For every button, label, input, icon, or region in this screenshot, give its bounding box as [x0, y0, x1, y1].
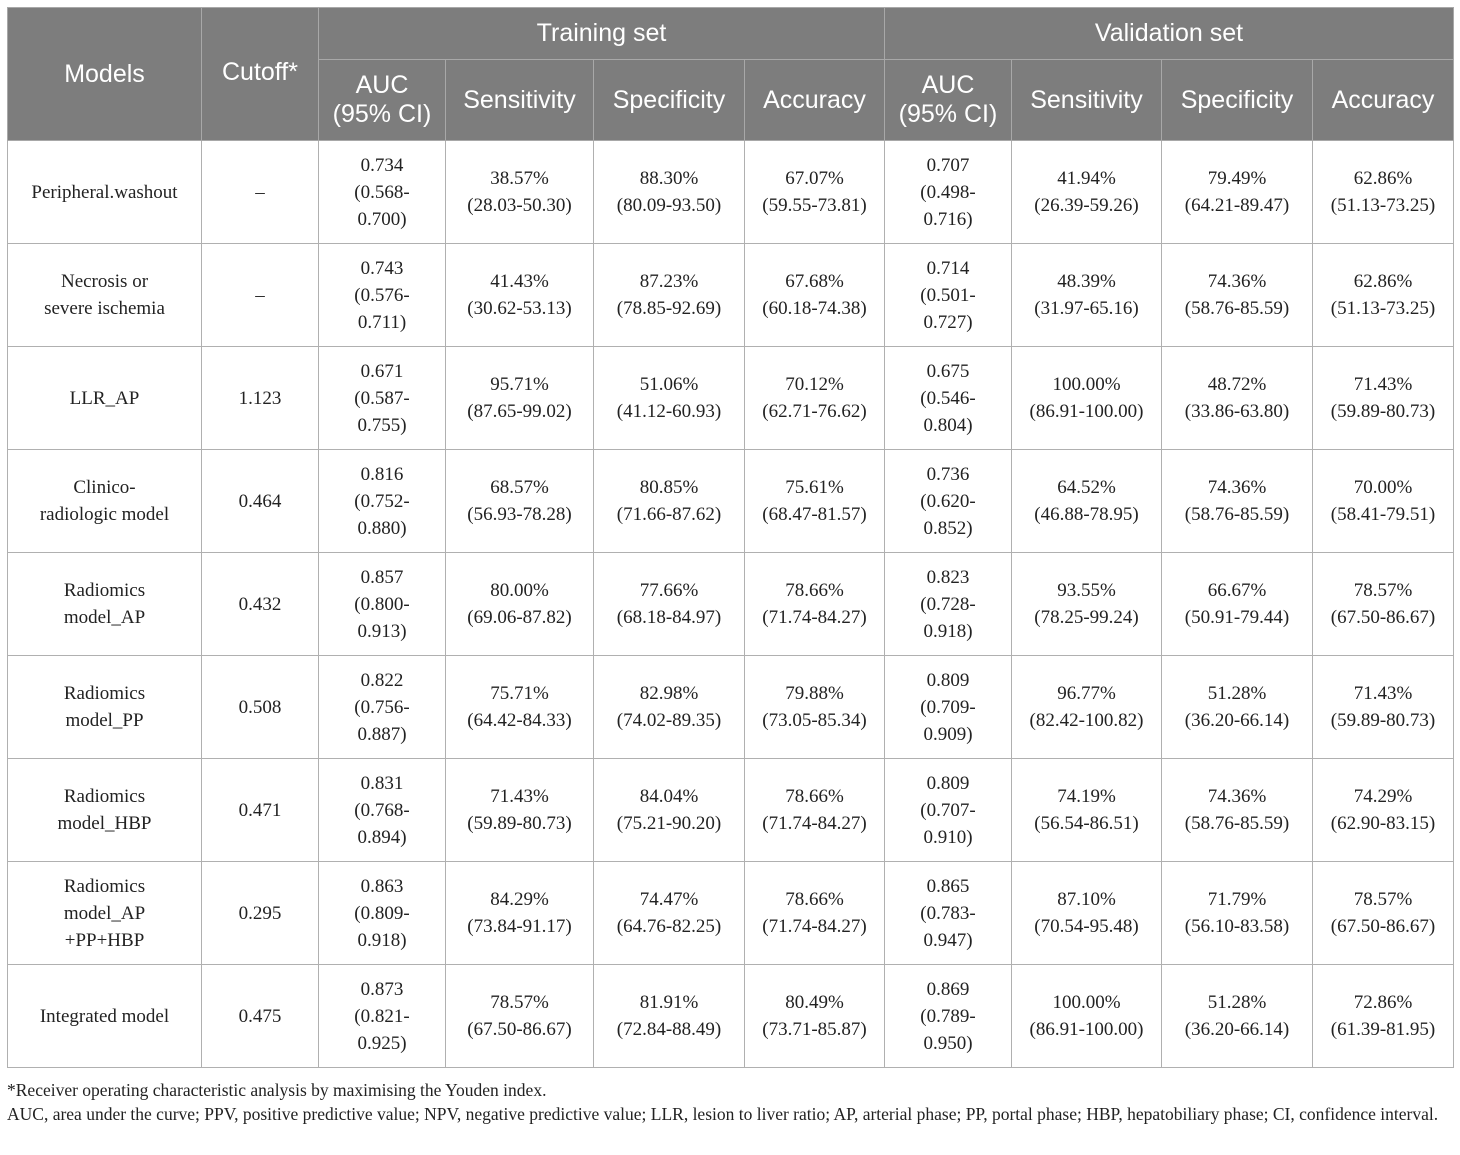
- train-auc-cell-line: (0.800-: [354, 593, 410, 615]
- train-auc-cell: [319, 553, 446, 656]
- train-auc-cell: [319, 141, 446, 244]
- train-spec-cell: [594, 862, 745, 965]
- valid-sens-cell-line: 100.00%: [1052, 374, 1121, 395]
- train-auc-cell: [319, 759, 446, 862]
- train-acc-cell: [745, 244, 885, 347]
- train-sens-cell-line: 41.43%: [490, 271, 549, 292]
- cutoff-value: –: [202, 141, 319, 244]
- train-sens-cell-line: (30.62-53.13): [467, 298, 572, 319]
- train-acc-cell: [745, 862, 885, 965]
- train-sens-cell-line: (73.84-91.17): [467, 916, 572, 937]
- valid-sens-cell: [1012, 656, 1162, 759]
- valid-spec-cell-line: 48.72%: [1207, 374, 1267, 395]
- valid-auc-cell: [885, 965, 1012, 1068]
- cutoff-value: 0.508: [202, 656, 319, 759]
- valid-sens-cell: [1012, 347, 1162, 450]
- model-name-line: Necrosis or: [60, 271, 149, 292]
- train-sens-cell-line: 68.57%: [490, 477, 549, 498]
- train-spec-cell-line: 77.66%: [639, 580, 699, 601]
- valid-sens-cell-line: 48.39%: [1057, 271, 1116, 292]
- train-auc-cell-line: (0.768-: [354, 799, 410, 821]
- train-auc-cell-line: (0.756-: [354, 696, 410, 718]
- valid-acc-cell-line: 71.43%: [1353, 683, 1413, 704]
- valid-spec-cell-line: (58.76-85.59): [1184, 504, 1290, 525]
- valid-auc-cell-line: 0.707: [926, 154, 970, 176]
- valid-sens-cell-line: (46.88-78.95): [1034, 504, 1139, 525]
- train-sens-cell-line: 38.57%: [490, 168, 549, 189]
- train-auc-cell-line: 0.873: [360, 978, 404, 1000]
- valid-auc-cell: [885, 141, 1012, 244]
- header-train-accuracy: Accuracy: [745, 60, 885, 141]
- train-spec-cell-line: (64.76-82.25): [616, 916, 722, 937]
- model-name-line: model_AP: [63, 607, 146, 628]
- valid-spec-cell-line: 51.28%: [1207, 683, 1267, 704]
- valid-sens-cell: [1012, 553, 1162, 656]
- valid-spec-cell: [1162, 553, 1313, 656]
- train-acc-cell-line: 80.49%: [785, 992, 844, 1013]
- train-auc-cell-line: 0.887): [357, 723, 407, 745]
- train-acc-cell: [745, 450, 885, 553]
- valid-acc-cell-line: (67.50-86.67): [1330, 916, 1436, 937]
- train-auc-cell: [319, 450, 446, 553]
- train-auc-cell: [319, 965, 446, 1068]
- table-row: [8, 862, 1454, 965]
- train-spec-cell-line: (75.21-90.20): [616, 813, 722, 834]
- valid-acc-cell-line: (59.89-80.73): [1330, 401, 1436, 422]
- train-acc-cell: [745, 141, 885, 244]
- valid-spec-cell-line: 71.79%: [1207, 889, 1267, 910]
- train-sens-cell: [446, 347, 594, 450]
- train-auc-cell-line: 0.857: [360, 566, 404, 588]
- valid-sens-cell: [1012, 965, 1162, 1068]
- train-acc-cell-line: 67.07%: [785, 168, 844, 189]
- model-name: [8, 862, 202, 965]
- valid-spec-cell: [1162, 450, 1313, 553]
- model-name-line: model_HBP: [57, 813, 152, 834]
- cutoff-value: 0.475: [202, 965, 319, 1068]
- footnote-abbreviations: AUC, area under the curve; PPV, positive predictive value; NPV, negative predictive value; LLR, lesion to liver ratio; AP, arterial phase; PP, portal phase; HBP, hepatobiliary phase; CI, confidence interval.: [7, 1104, 1439, 1124]
- valid-sens-cell-line: (26.39-59.26): [1034, 195, 1139, 216]
- train-sens-cell: [446, 553, 594, 656]
- valid-spec-cell-line: 79.49%: [1207, 168, 1267, 189]
- train-acc-cell-line: (73.71-85.87): [762, 1019, 867, 1040]
- header-valid-specificity: Specificity: [1162, 60, 1313, 141]
- valid-auc-cell-line: 0.727): [923, 311, 973, 333]
- valid-sens-cell-line: (86.91-100.00): [1029, 401, 1144, 422]
- train-acc-cell-line: 70.12%: [785, 374, 844, 395]
- valid-spec-cell-line: 74.36%: [1207, 786, 1267, 807]
- train-sens-cell-line: 84.29%: [490, 889, 549, 910]
- valid-auc-cell-line: 0.804): [923, 414, 973, 436]
- train-auc-cell-line: (0.809-: [354, 902, 410, 924]
- valid-acc-cell: [1313, 759, 1454, 862]
- train-sens-cell-line: 80.00%: [490, 580, 549, 601]
- train-spec-cell-line: (72.84-88.49): [616, 1019, 722, 1040]
- valid-spec-cell-line: (58.76-85.59): [1184, 813, 1290, 834]
- model-name-line: +PP+HBP: [64, 929, 145, 951]
- table-row: [8, 450, 1454, 553]
- valid-acc-cell: [1313, 141, 1454, 244]
- valid-auc-cell: [885, 862, 1012, 965]
- results-table: [7, 7, 1454, 1068]
- model-name-line: LLR_AP: [69, 387, 140, 409]
- valid-sens-cell-line: (70.54-95.48): [1034, 916, 1139, 937]
- valid-spec-cell-line: (58.76-85.59): [1184, 298, 1290, 319]
- train-spec-cell: [594, 656, 745, 759]
- train-spec-cell: [594, 965, 745, 1068]
- valid-acc-cell-line: 74.29%: [1353, 786, 1413, 807]
- valid-sens-cell-line: 87.10%: [1057, 889, 1116, 910]
- valid-spec-cell: [1162, 347, 1313, 450]
- model-name: [8, 759, 202, 862]
- valid-spec-cell: [1162, 656, 1313, 759]
- train-auc-cell-line: (0.568-: [354, 181, 410, 203]
- model-name: [8, 141, 202, 244]
- header-valid-auc: AUC (95% CI): [885, 60, 1012, 141]
- train-auc-cell-line: 0.743: [360, 257, 404, 279]
- train-sens-cell-line: (69.06-87.82): [467, 607, 572, 628]
- model-name: [8, 347, 202, 450]
- train-spec-cell-line: 84.04%: [639, 786, 699, 807]
- train-sens-cell-line: 95.71%: [490, 374, 549, 395]
- header-validation-set: Validation set: [885, 8, 1454, 60]
- valid-auc-cell: [885, 759, 1012, 862]
- train-sens-cell: [446, 141, 594, 244]
- train-sens-cell: [446, 450, 594, 553]
- valid-acc-cell: [1313, 862, 1454, 965]
- table-row: [8, 141, 1454, 244]
- model-name-line: radiologic model: [39, 504, 170, 525]
- valid-auc-cell-line: 0.869: [926, 978, 970, 1000]
- valid-acc-cell: [1313, 244, 1454, 347]
- train-spec-cell: [594, 553, 745, 656]
- valid-spec-cell: [1162, 244, 1313, 347]
- train-acc-cell-line: 78.66%: [785, 580, 844, 601]
- train-spec-cell: [594, 450, 745, 553]
- train-spec-cell-line: 87.23%: [639, 271, 699, 292]
- valid-acc-cell: [1313, 965, 1454, 1068]
- valid-auc-cell-line: 0.736: [926, 463, 970, 485]
- header-cutoff: Cutoff*: [202, 8, 319, 141]
- header-valid-accuracy: Accuracy: [1313, 60, 1454, 141]
- train-acc-cell-line: 78.66%: [785, 889, 844, 910]
- valid-auc-cell: [885, 450, 1012, 553]
- valid-sens-cell-line: 41.94%: [1057, 168, 1116, 189]
- valid-sens-cell: [1012, 141, 1162, 244]
- model-name-line: Peripheral.washout: [31, 181, 178, 203]
- valid-auc-cell-line: 0.675: [926, 360, 970, 382]
- valid-spec-cell-line: 74.36%: [1207, 271, 1267, 292]
- header-train-auc: AUC (95% CI): [319, 60, 446, 141]
- valid-sens-cell-line: 74.19%: [1057, 786, 1116, 807]
- valid-spec-cell: [1162, 862, 1313, 965]
- valid-spec-cell-line: 66.67%: [1207, 580, 1267, 601]
- train-sens-cell: [446, 656, 594, 759]
- header-models: Models: [8, 8, 202, 141]
- train-auc-cell-line: 0.894): [357, 826, 407, 848]
- train-spec-cell: [594, 244, 745, 347]
- train-auc-cell-line: (0.821-: [354, 1005, 410, 1027]
- valid-auc-cell-line: 0.918): [923, 620, 973, 642]
- valid-auc-cell-line: (0.728-: [920, 593, 976, 615]
- train-spec-cell-line: 88.30%: [639, 168, 699, 189]
- train-sens-cell-line: 71.43%: [490, 786, 549, 807]
- valid-auc-cell-line: (0.498-: [920, 181, 976, 203]
- valid-acc-cell-line: 70.00%: [1353, 477, 1413, 498]
- footnote-youden: *Receiver operating characteristic analysis by maximising the Youden index.: [7, 1080, 547, 1100]
- table-row: [8, 347, 1454, 450]
- train-spec-cell-line: (78.85-92.69): [616, 298, 722, 319]
- valid-auc-cell-line: (0.707-: [920, 799, 976, 821]
- train-spec-cell-line: (71.66-87.62): [616, 504, 722, 525]
- valid-spec-cell-line: (36.20-66.14): [1184, 1019, 1290, 1040]
- train-spec-cell-line: (68.18-84.97): [616, 607, 722, 628]
- table-row: [8, 759, 1454, 862]
- train-auc-cell-line: 0.755): [357, 414, 407, 436]
- model-name-line: model_AP: [63, 902, 146, 924]
- train-spec-cell-line: 80.85%: [639, 477, 699, 498]
- table-body: [8, 141, 1454, 1068]
- train-sens-cell-line: (56.93-78.28): [467, 504, 572, 525]
- valid-acc-cell-line: 78.57%: [1353, 889, 1413, 910]
- valid-auc-cell-line: (0.620-: [920, 490, 976, 512]
- train-acc-cell-line: (71.74-84.27): [762, 813, 867, 834]
- train-sens-cell: [446, 759, 594, 862]
- valid-acc-cell: [1313, 553, 1454, 656]
- valid-spec-cell-line: (36.20-66.14): [1184, 710, 1290, 731]
- valid-auc-cell-line: 0.809: [926, 772, 970, 794]
- train-auc-cell: [319, 244, 446, 347]
- table-row: [8, 553, 1454, 656]
- valid-auc-cell-line: 0.823: [926, 566, 970, 588]
- model-name-line: Integrated model: [39, 1005, 170, 1027]
- train-auc-cell-line: 0.913): [357, 620, 407, 642]
- model-name-line: severe ischemia: [44, 298, 165, 319]
- valid-acc-cell-line: (61.39-81.95): [1330, 1019, 1436, 1040]
- valid-spec-cell: [1162, 759, 1313, 862]
- valid-auc-cell-line: (0.546-: [920, 387, 976, 409]
- valid-auc-cell: [885, 656, 1012, 759]
- valid-sens-cell: [1012, 862, 1162, 965]
- cutoff-value: 0.432: [202, 553, 319, 656]
- train-auc-cell-line: 0.863: [360, 875, 404, 897]
- valid-sens-cell-line: 96.77%: [1057, 683, 1116, 704]
- valid-sens-cell-line: 93.55%: [1057, 580, 1116, 601]
- train-auc-cell-line: 0.711): [357, 311, 407, 333]
- model-name-line: Radiomics: [63, 580, 146, 601]
- header-training-set: Training set: [319, 8, 885, 60]
- valid-auc-cell-line: 0.716): [923, 208, 973, 230]
- valid-sens-cell: [1012, 244, 1162, 347]
- train-acc-cell-line: (73.05-85.34): [762, 710, 867, 731]
- model-name: [8, 965, 202, 1068]
- valid-acc-cell-line: (51.13-73.25): [1330, 195, 1436, 216]
- valid-auc-cell-line: 0.909): [923, 723, 973, 745]
- train-sens-cell-line: (87.65-99.02): [467, 401, 572, 422]
- train-auc-cell: [319, 347, 446, 450]
- valid-spec-cell-line: (33.86-63.80): [1184, 401, 1290, 422]
- valid-spec-cell-line: (56.10-83.58): [1184, 916, 1290, 937]
- train-spec-cell-line: 51.06%: [639, 374, 699, 395]
- train-spec-cell-line: 74.47%: [639, 889, 699, 910]
- valid-spec-cell-line: 51.28%: [1207, 992, 1267, 1013]
- valid-acc-cell: [1313, 347, 1454, 450]
- train-sens-cell: [446, 965, 594, 1068]
- valid-auc-cell-line: 0.865: [926, 875, 970, 897]
- valid-acc-cell-line: 72.86%: [1353, 992, 1413, 1013]
- train-sens-cell-line: 78.57%: [490, 992, 549, 1013]
- train-acc-cell: [745, 759, 885, 862]
- table-row: [8, 244, 1454, 347]
- model-name: [8, 656, 202, 759]
- valid-auc-cell: [885, 244, 1012, 347]
- valid-sens-cell-line: (31.97-65.16): [1034, 298, 1139, 319]
- valid-auc-cell-line: 0.947): [923, 929, 973, 951]
- train-acc-cell-line: 79.88%: [785, 683, 844, 704]
- train-auc-cell-line: 0.880): [357, 517, 407, 539]
- valid-acc-cell-line: (51.13-73.25): [1330, 298, 1436, 319]
- cutoff-value: –: [202, 244, 319, 347]
- train-spec-cell-line: 82.98%: [639, 683, 699, 704]
- train-spec-cell: [594, 347, 745, 450]
- valid-acc-cell-line: (67.50-86.67): [1330, 607, 1436, 628]
- cutoff-value: 1.123: [202, 347, 319, 450]
- cutoff-value: 0.471: [202, 759, 319, 862]
- train-auc-cell-line: (0.587-: [354, 387, 410, 409]
- valid-spec-cell: [1162, 141, 1313, 244]
- train-spec-cell-line: (41.12-60.93): [616, 401, 722, 422]
- train-acc-cell: [745, 965, 885, 1068]
- train-auc-cell-line: 0.822: [360, 669, 404, 691]
- train-auc-cell-line: 0.831: [360, 772, 404, 794]
- train-acc-cell-line: (62.71-76.62): [762, 401, 867, 422]
- train-spec-cell-line: 81.91%: [639, 992, 699, 1013]
- header-train-sensitivity: Sensitivity: [446, 60, 594, 141]
- valid-acc-cell-line: (59.89-80.73): [1330, 710, 1436, 731]
- valid-sens-cell-line: (82.42-100.82): [1029, 710, 1144, 731]
- footnotes: [7, 1078, 1455, 1126]
- valid-acc-cell: [1313, 450, 1454, 553]
- valid-auc-cell-line: (0.783-: [920, 902, 976, 924]
- cutoff-value: 0.464: [202, 450, 319, 553]
- train-spec-cell: [594, 759, 745, 862]
- train-acc-cell-line: 75.61%: [785, 477, 844, 498]
- model-name: [8, 450, 202, 553]
- valid-auc-cell-line: 0.950): [923, 1032, 973, 1054]
- train-acc-cell-line: (71.74-84.27): [762, 607, 867, 628]
- valid-auc-cell: [885, 553, 1012, 656]
- train-spec-cell-line: (74.02-89.35): [616, 710, 722, 731]
- valid-acc-cell-line: 78.57%: [1353, 580, 1413, 601]
- train-sens-cell: [446, 244, 594, 347]
- model-name-line: Clinico-: [73, 477, 136, 498]
- train-spec-cell-line: (80.09-93.50): [616, 195, 722, 216]
- train-acc-cell-line: (68.47-81.57): [762, 504, 867, 525]
- valid-auc-cell-line: 0.852): [923, 517, 973, 539]
- train-auc-cell-line: 0.734: [360, 154, 404, 176]
- train-auc-cell: [319, 656, 446, 759]
- valid-auc-cell: [885, 347, 1012, 450]
- train-acc-cell-line: (71.74-84.27): [762, 916, 867, 937]
- valid-acc-cell: [1313, 656, 1454, 759]
- valid-spec-cell-line: (50.91-79.44): [1184, 607, 1290, 628]
- valid-acc-cell-line: 62.86%: [1353, 168, 1413, 189]
- train-acc-cell: [745, 656, 885, 759]
- valid-acc-cell-line: (58.41-79.51): [1330, 504, 1436, 525]
- train-auc-cell: [319, 862, 446, 965]
- train-acc-cell: [745, 347, 885, 450]
- valid-sens-cell-line: (78.25-99.24): [1034, 607, 1139, 628]
- train-sens-cell: [446, 862, 594, 965]
- model-name-line: Radiomics: [63, 786, 146, 807]
- valid-auc-cell-line: (0.789-: [920, 1005, 976, 1027]
- train-auc-cell-line: 0.918): [357, 929, 407, 951]
- train-auc-cell-line: 0.816: [360, 463, 404, 485]
- train-sens-cell-line: (28.03-50.30): [467, 195, 572, 216]
- train-acc-cell-line: (59.55-73.81): [762, 195, 867, 216]
- valid-auc-cell-line: (0.501-: [920, 284, 976, 306]
- table-row: [8, 656, 1454, 759]
- model-name-line: Radiomics: [63, 683, 146, 704]
- model-name-line: Radiomics: [63, 875, 146, 897]
- valid-spec-cell-line: 74.36%: [1207, 477, 1267, 498]
- train-auc-cell-line: (0.752-: [354, 490, 410, 512]
- train-auc-cell-line: 0.700): [357, 208, 407, 230]
- table-row: [8, 965, 1454, 1068]
- train-auc-cell-line: 0.925): [357, 1032, 407, 1054]
- valid-sens-cell: [1012, 450, 1162, 553]
- model-name: [8, 244, 202, 347]
- valid-auc-cell-line: 0.809: [926, 669, 970, 691]
- train-sens-cell-line: (67.50-86.67): [467, 1019, 572, 1040]
- valid-spec-cell-line: (64.21-89.47): [1184, 195, 1290, 216]
- header-valid-sensitivity: Sensitivity: [1012, 60, 1162, 141]
- valid-sens-cell-line: (56.54-86.51): [1034, 813, 1139, 834]
- valid-sens-cell-line: 100.00%: [1052, 992, 1121, 1013]
- cutoff-value: 0.295: [202, 862, 319, 965]
- valid-sens-cell-line: 64.52%: [1057, 477, 1116, 498]
- train-sens-cell-line: (59.89-80.73): [467, 813, 572, 834]
- valid-acc-cell-line: (62.90-83.15): [1330, 813, 1436, 834]
- valid-auc-cell-line: 0.714: [926, 257, 970, 279]
- valid-spec-cell: [1162, 965, 1313, 1068]
- header-train-specificity: Specificity: [594, 60, 745, 141]
- train-acc-cell-line: 78.66%: [785, 786, 844, 807]
- train-auc-cell-line: 0.671: [360, 360, 404, 382]
- train-spec-cell: [594, 141, 745, 244]
- valid-acc-cell-line: 62.86%: [1353, 271, 1413, 292]
- train-acc-cell: [745, 553, 885, 656]
- valid-sens-cell-line: (86.91-100.00): [1029, 1019, 1144, 1040]
- model-name-line: model_PP: [65, 710, 144, 731]
- train-acc-cell-line: 67.68%: [785, 271, 844, 292]
- model-name: [8, 553, 202, 656]
- valid-auc-cell-line: 0.910): [923, 826, 973, 848]
- valid-sens-cell: [1012, 759, 1162, 862]
- valid-acc-cell-line: 71.43%: [1353, 374, 1413, 395]
- train-sens-cell-line: (64.42-84.33): [467, 710, 572, 731]
- train-auc-cell-line: (0.576-: [354, 284, 410, 306]
- train-acc-cell-line: (60.18-74.38): [762, 298, 867, 319]
- train-sens-cell-line: 75.71%: [490, 683, 549, 704]
- valid-auc-cell-line: (0.709-: [920, 696, 976, 718]
